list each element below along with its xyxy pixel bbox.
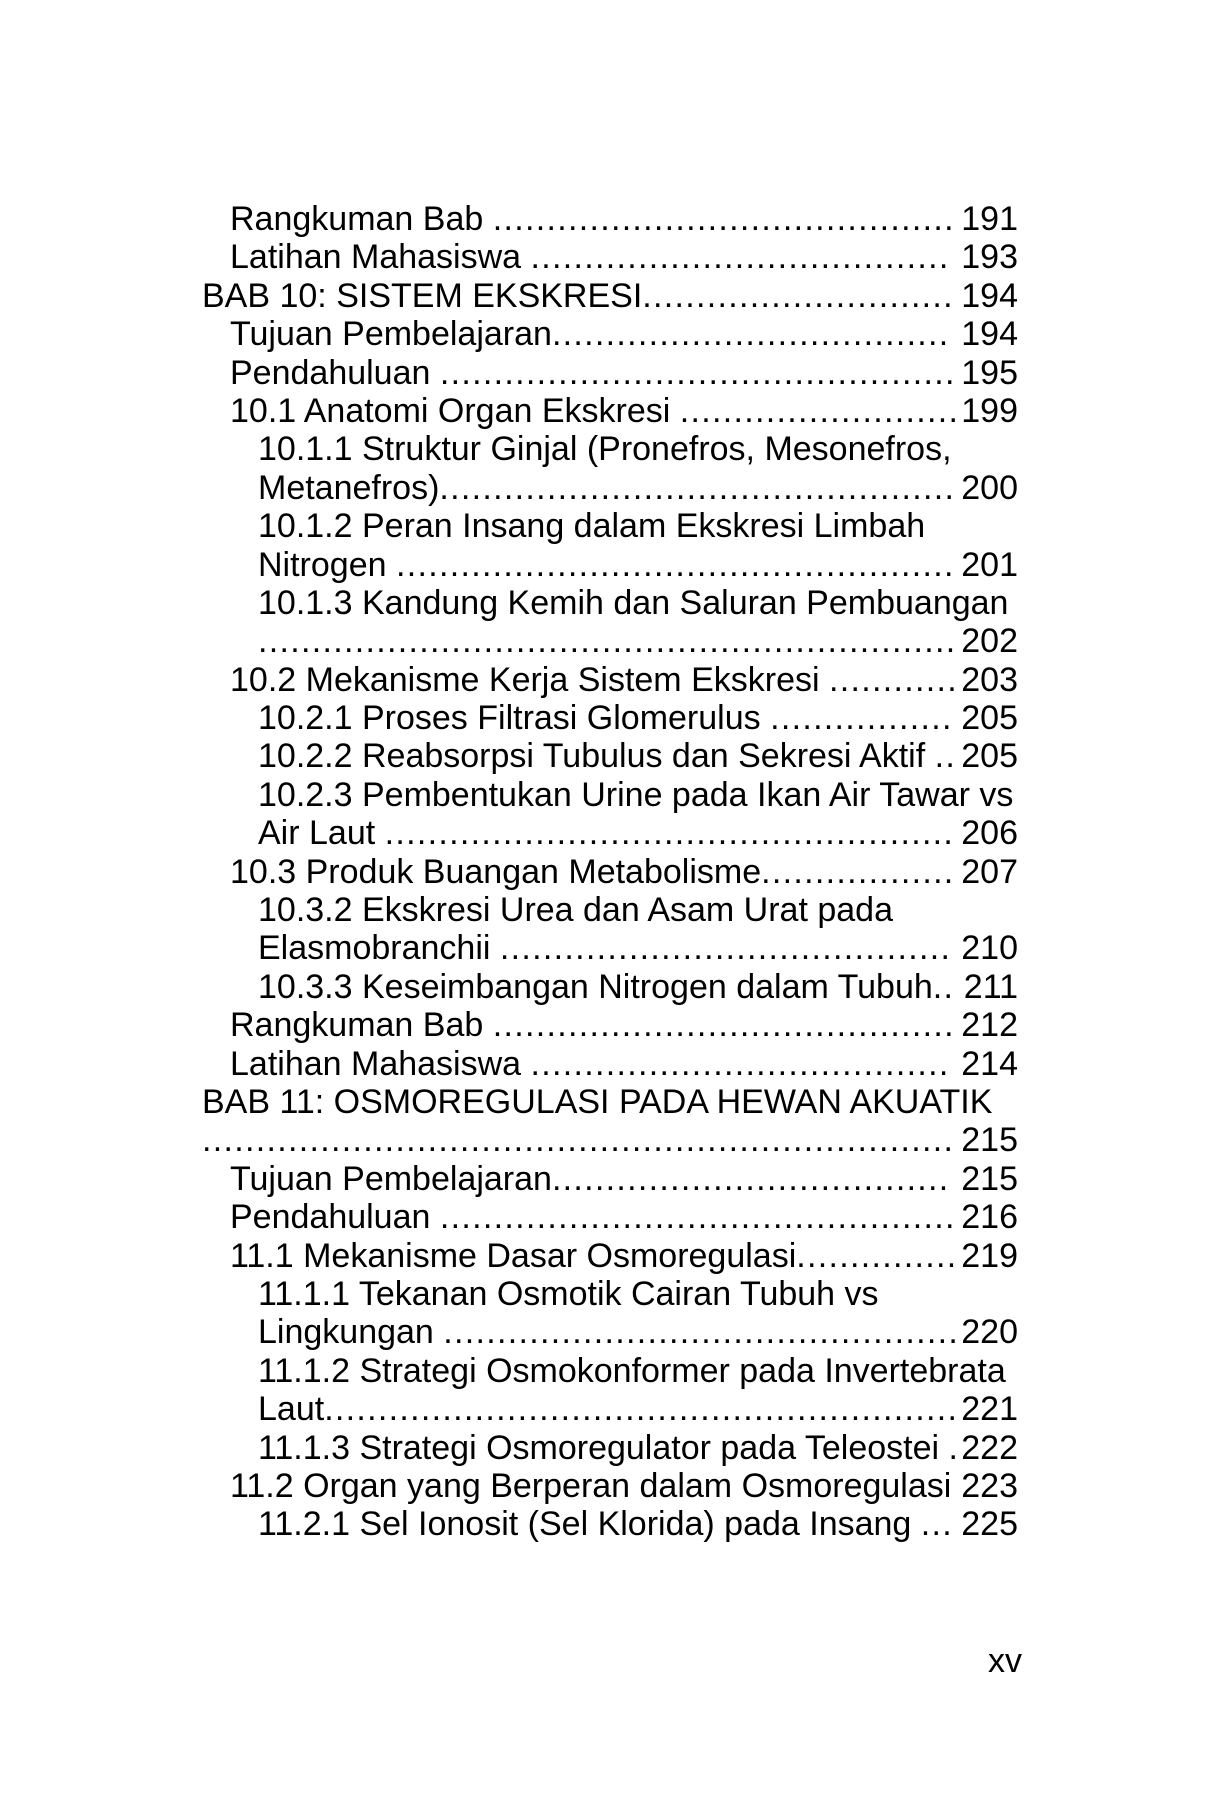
page-number: 225: [961, 1505, 1018, 1544]
page-number: 206: [961, 814, 1018, 853]
page-number: 223: [961, 1466, 1018, 1505]
toc-row: [202, 1160, 1018, 1198]
toc-entry-text: Metanefros): [258, 468, 440, 507]
toc-entry-text: 10.1 Anatomi Organ Ekskresi: [230, 391, 680, 430]
page-number: 201: [961, 545, 1018, 584]
toc-entry-text: Tujuan Pembelajaran: [230, 1159, 552, 1198]
page-number: 220: [961, 1313, 1018, 1352]
toc-entry-text: Lingkungan: [258, 1313, 444, 1352]
dot-leader: .....................................................: [384, 814, 955, 853]
toc-entry-text: 11.1.2 Strategi Osmokonformer pada Invertebrata: [258, 1351, 1006, 1390]
toc-entry-text: Elasmobranchii: [258, 929, 500, 968]
page-number: 215: [961, 1159, 1018, 1198]
dot-leader: ................................................: [439, 468, 956, 507]
dot-leader: ..: [934, 737, 957, 776]
dot-leader: ....................................................: [395, 545, 955, 584]
toc-entry-text: 10.1.1 Struktur Ginjal (Pronefros, Mesonefros,: [258, 430, 952, 469]
toc-entry-text: Rangkuman Bab: [230, 1006, 493, 1045]
toc-entry-text: Latihan Mahasiswa: [230, 238, 531, 277]
dot-leader: ............: [828, 660, 958, 699]
page-number: 216: [961, 1198, 1018, 1237]
toc-row: [202, 776, 1018, 814]
toc-entry-text: Air Laut: [258, 814, 385, 853]
page-number: 194: [961, 315, 1018, 354]
toc-row: [202, 354, 1018, 392]
dot-leader: .......................................: [530, 1044, 950, 1083]
dot-leader: .: [948, 1428, 960, 1467]
toc-row: [202, 546, 1018, 584]
page-number: 214: [961, 1044, 1018, 1083]
page-number: 221: [961, 1390, 1018, 1429]
dot-leader: ......................................................................: [202, 1121, 955, 1160]
dot-leader: ...........................................................: [324, 1390, 959, 1429]
toc-entry-text: 11.1.3 Strategi Osmoregulator pada Teleostei: [258, 1428, 949, 1467]
toc-row: [202, 584, 1018, 622]
dot-leader: ..........................................: [499, 929, 952, 968]
toc-entry-text: 11.1.1 Tekanan Osmotik Cairan Tubuh vs: [258, 1274, 879, 1313]
table-of-contents: [202, 200, 1018, 1544]
page-number: 212: [961, 1006, 1018, 1045]
toc-row: [202, 661, 1018, 699]
page-number: 210: [961, 929, 1018, 968]
toc-row: [202, 929, 1018, 967]
toc-entry-text: 11.2.1 Sel Ionosit (Sel Klorida) pada Insang: [258, 1505, 921, 1544]
page-number: 211: [963, 967, 1018, 1006]
toc-row: [202, 622, 1018, 660]
toc-row: [202, 1429, 1018, 1467]
toc-row: [202, 1467, 1018, 1505]
toc-entry-text: 10.3.2 Ekskresi Urea dan Asam Urat pada: [258, 891, 893, 930]
toc-row: [202, 814, 1018, 852]
toc-row: [202, 1275, 1018, 1313]
dot-leader: ..........................: [679, 391, 960, 430]
toc-entry-text: 10.2.2 Reabsorpsi Tubulus dan Sekresi Aktif: [258, 737, 935, 776]
toc-row: [202, 1198, 1018, 1236]
page-number: 191: [961, 200, 1018, 238]
dot-leader: ................................................: [439, 353, 956, 392]
dot-leader: .................................................................: [258, 622, 957, 661]
dot-leader: ................................................: [439, 1198, 956, 1237]
toc-entry-text: 10.3.3 Keseimbangan Nitrogen dalam Tubuh: [258, 967, 933, 1006]
toc-entry-text: 10.2 Mekanisme Kerja Sistem Ekskresi: [230, 660, 829, 699]
dot-leader: .................: [770, 699, 953, 738]
page-number: 203: [961, 660, 1018, 699]
toc-entry-text: Laut: [258, 1390, 325, 1429]
dot-leader: .....................................: [551, 315, 950, 354]
dot-leader: ................................................: [443, 1313, 960, 1352]
toc-entry-text: 11.2 Organ yang Berperan dalam Osmoregulasi: [230, 1466, 961, 1505]
toc-entry-text: 10.2.1 Proses Filtrasi Glomerulus: [258, 699, 771, 738]
dot-leader: ..................: [761, 852, 955, 891]
page-number: 207: [961, 852, 1018, 891]
toc-row: [202, 430, 1018, 468]
page-footer: [202, 1642, 1022, 1680]
toc-entry-text: Tujuan Pembelajaran: [230, 315, 552, 354]
toc-entry-text: 10.1.3 Kandung Kemih dan Saluran Pembuangan: [258, 583, 1009, 622]
toc-row: [202, 737, 1018, 775]
toc-row: [202, 1121, 1018, 1159]
toc-entry-text: 10.3 Produk Buangan Metabolisme: [230, 852, 762, 891]
toc-row: [202, 1006, 1018, 1044]
toc-row: [202, 315, 1018, 353]
toc-row: [202, 1083, 1018, 1121]
page-number: 193: [961, 238, 1018, 277]
toc-row: [202, 277, 1018, 315]
toc-row: [202, 1045, 1018, 1083]
toc-row: [202, 1352, 1018, 1390]
dot-leader: ...............: [796, 1236, 958, 1275]
page-number: 194: [961, 276, 1018, 315]
toc-row: [202, 1390, 1018, 1428]
toc-entry-text: Pendahuluan: [230, 353, 440, 392]
page-number: 200: [961, 468, 1018, 507]
toc-entry-text: Nitrogen: [258, 545, 396, 584]
toc-entry-text: 10.1.2 Peran Insang dalam Ekskresi Limbah: [258, 507, 926, 546]
toc-row: [202, 507, 1018, 545]
toc-row: [202, 699, 1018, 737]
dot-leader: .....................................: [551, 1159, 950, 1198]
toc-row: [202, 392, 1018, 430]
page-number: 195: [961, 353, 1018, 392]
page-number: 222: [961, 1428, 1018, 1467]
toc-entry-text: Rangkuman Bab: [230, 200, 493, 238]
toc-row: [202, 891, 1018, 929]
toc-entry-text: BAB 10: SISTEM EKSKRESI: [202, 276, 643, 315]
dot-leader: .............................: [642, 276, 954, 315]
toc-row: [202, 1505, 1018, 1543]
dot-leader: ...........................................: [492, 200, 955, 238]
toc-row: [202, 238, 1018, 276]
page-number: 199: [961, 391, 1018, 430]
dot-leader: ...........................................: [492, 1006, 955, 1045]
toc-row: [202, 469, 1018, 507]
toc-entry-text: BAB 11: OSMOREGULASI PADA HEWAN AKUATIK: [202, 1082, 993, 1121]
toc-entry-text: Latihan Mahasiswa: [230, 1044, 531, 1083]
dot-leader: ..: [932, 967, 955, 1006]
toc-row: [202, 1237, 1018, 1275]
toc-entry-text: 10.2.3 Pembentukan Urine pada Ikan Air Tawar vs: [258, 775, 1014, 814]
toc-row: [202, 968, 1018, 1006]
toc-entry-text: 11.1 Mekanisme Dasar Osmoregulasi: [230, 1236, 797, 1275]
toc-row: [202, 200, 1018, 238]
toc-row: [202, 1313, 1018, 1351]
page-number: 215: [961, 1121, 1018, 1160]
folio-label: xv: [988, 1642, 1022, 1680]
page-number: 202: [961, 622, 1018, 661]
page-number: 219: [961, 1236, 1018, 1275]
page-number: 205: [961, 699, 1018, 738]
toc-row: [202, 853, 1018, 891]
toc-entry-text: Pendahuluan: [230, 1198, 440, 1237]
page-number: 205: [961, 737, 1018, 776]
dot-leader: ...: [920, 1505, 954, 1544]
dot-leader: .......................................: [530, 238, 950, 277]
